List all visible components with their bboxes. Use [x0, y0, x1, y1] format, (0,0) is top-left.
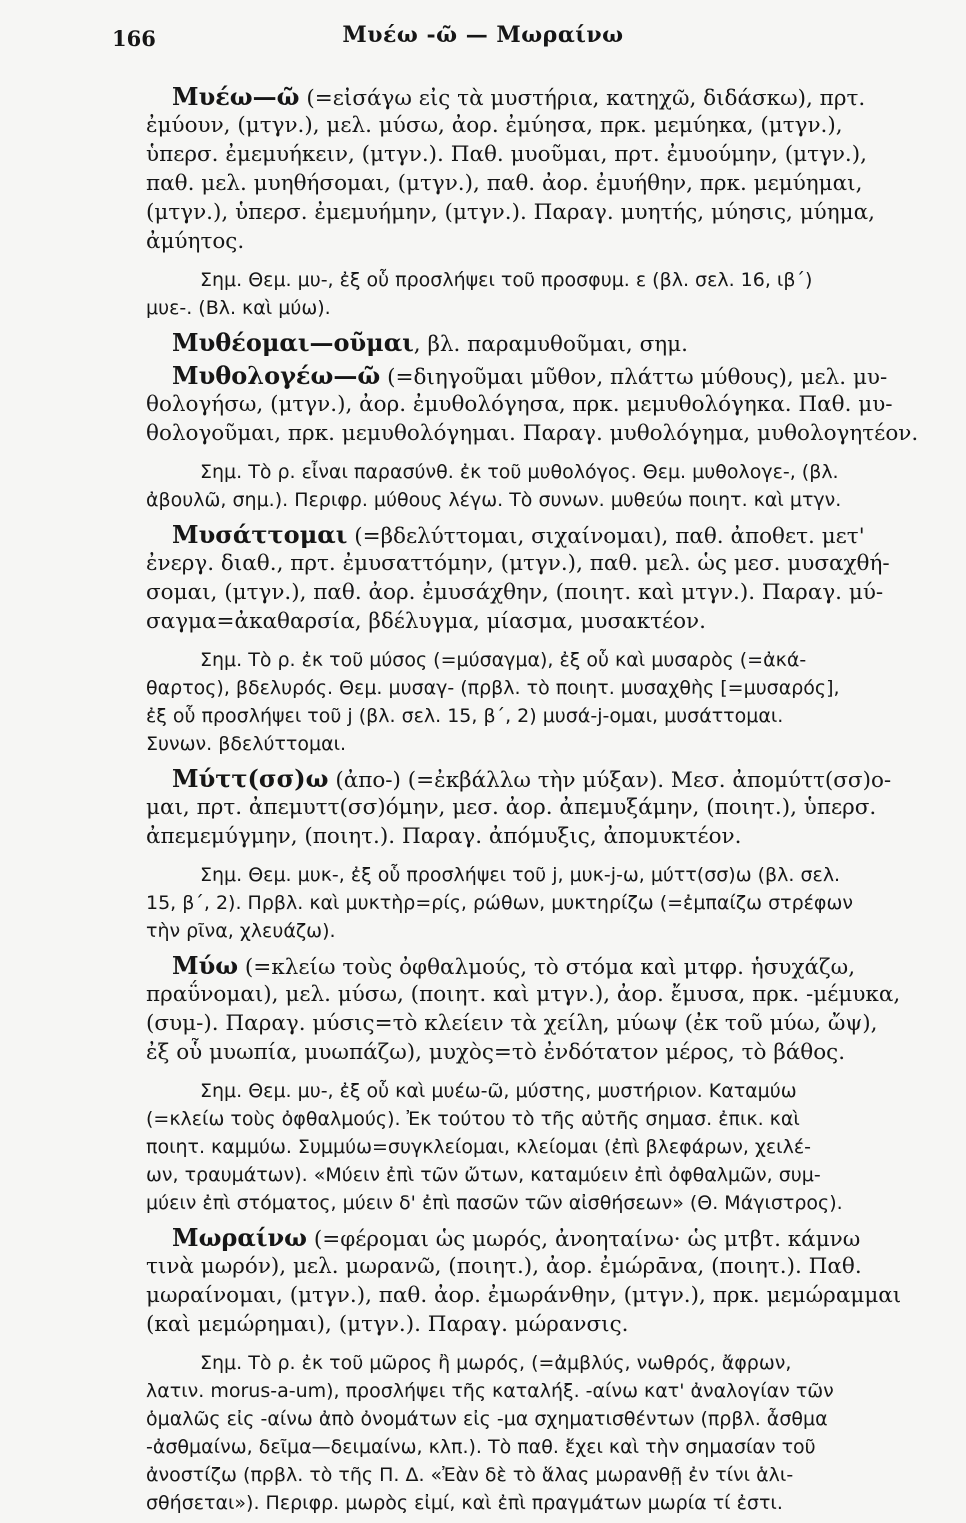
note-line: 15, β΄, 2). Πρβλ. καὶ μυκτὴρ=ρίς, ρώθων, μυκτηρίζω (=ἐμπαίζω στρέφων — [146, 892, 853, 914]
note-line: μυε-. (Βλ. καὶ μύω). — [146, 297, 331, 319]
entry-moraino — [146, 1223, 938, 1517]
page-number: 166 — [112, 26, 156, 51]
entry-text: (=διηγοῦμαι μῦθον, πλάττω μύθους), μελ. μυ- — [387, 365, 888, 390]
entry-text: (ἀπο-) (=ἐκβάλλω τὴν μύξαν). Μεσ. ἀπομύττ(σσ)ο- — [335, 768, 892, 793]
running-title: Μυέω -ῶ — Μωραίνω — [342, 22, 624, 48]
entry-mythologeo — [146, 361, 938, 514]
entry-text: (=εἰσάγω εἰς τὰ μυστήρια, κατηχῶ, διδάσκω), πρτ. — [306, 86, 866, 111]
note-line: ων, τραυμάτων). «Μύειν ἐπὶ τῶν ὤτων, καταμύειν ἐπὶ ὀφθαλμῶν, συμ- — [146, 1164, 821, 1186]
entry-mytto — [146, 764, 938, 945]
entry-line: ἐξ οὗ μυωπία, μυωπάζω), μυχὸς=τὸ ἐνδότατον μέρος, τὸ βάθος. — [146, 1040, 846, 1065]
entry-line: παθ. μελ. μυηθήσομαι, (μτγν.), παθ. ἀορ. ἐμυήθην, πρκ. μεμύημαι, — [146, 171, 863, 196]
entry-line — [146, 361, 938, 390]
headword: Μυσάττομαι — [172, 520, 348, 549]
entry-mytheomai — [146, 328, 938, 357]
note-line: θαρτος), βδελυρός. Θεμ. μυσαγ- (πρβλ. τὸ ποιητ. μυσαχθὴς [=μυσαρός], — [146, 677, 840, 699]
entry-text: , βλ. παραμυθοῦμαι, σημ. — [413, 332, 688, 357]
entry-line: θολογήσω, (μτγν.), ἀορ. ἐμυθολόγησα, πρκ. μεμυθολόγηκα. Παθ. μυ- — [146, 392, 893, 417]
entry-line: μαι, πρτ. ἀπεμυττ(σσ)όμην, μεσ. ἀορ. ἀπεμυξάμην, (ποιητ.), ὑπερσ. — [146, 795, 877, 820]
headword: Μύττ(σσ)ω — [172, 764, 329, 793]
note-line: ἀνοστίζω (πρβλ. τὸ τῆς Π. Δ. «Ἐὰν δὲ τὸ ἅλας μωρανθῇ ἐν τίνι ἁλι- — [146, 1464, 794, 1486]
entry-line — [146, 82, 938, 111]
note-line: σθήσεται»). Περιφρ. μωρὸς εἰμί, καὶ ἐπὶ πραγμάτων μωρία τί ἐστι. — [146, 1492, 783, 1514]
note-line: ὁμαλῶς εἰς -αίνω ἀπὸ ὀνομάτων εἰς -μα σχηματισθέντων (πρβλ. ἆσθμα — [146, 1408, 828, 1430]
entry-line: σαγμα=ἀκαθαρσία, βδέλυγμα, μίασμα, μυσακτέον. — [146, 609, 706, 634]
entry-line — [146, 520, 938, 549]
note-line: Σημ. Θεμ. μυκ-, ἐξ οὗ προσλήψει τοῦ j, μυκ-j-ω, μύττ(σσ)ω (βλ. σελ. — [200, 864, 841, 886]
entry-text: (=κλείω τοὺς ὀφθαλμούς, τὸ στόμα καὶ μτφρ. ἡσυχάζω, — [244, 955, 856, 980]
entry-note — [146, 1077, 938, 1217]
entry-note — [146, 861, 938, 945]
note-line: Σημ. Θεμ. μυ-, ἐξ οὗ καὶ μυέω-ῶ, μύστης, μυστήριον. Καταμύω — [200, 1080, 797, 1102]
entry-line — [146, 764, 938, 793]
entry-line — [146, 328, 938, 357]
note-line: Σημ. Θεμ. μυ-, ἐξ οὗ προσλήψει τοῦ προσφυμ. ε (βλ. σελ. 16, ιβ΄) — [200, 269, 813, 291]
note-line: (=κλείω τοὺς ὀφθαλμούς). Ἐκ τούτου τὸ τῆς αὐτῆς σημασ. ἐπικ. καὶ — [146, 1108, 800, 1130]
headword: Μύω — [172, 951, 239, 980]
entry-note — [146, 1349, 938, 1517]
entry-note — [146, 646, 938, 758]
headword: Μωραίνω — [172, 1223, 307, 1252]
entry-line: (συμ-). Παραγ. μύσις=τὸ κλείειν τὰ χείλη, μύωψ (ἐκ τοῦ μύω, ὤψ), — [146, 1011, 878, 1036]
entry-line: ἀμύητος. — [146, 229, 245, 254]
headword: Μυθέομαι—οῦμαι — [172, 328, 414, 357]
entry-line: πραΰνομαι), μελ. μύσω, (ποιητ. καὶ μτγν.), ἀορ. ἔμυσα, πρκ. -μέμυκα, — [146, 982, 901, 1007]
entry-line: μωραίνομαι, (μτγν.), παθ. ἀορ. ἐμωράνθην, (μτγν.), πρκ. μεμώραμμαι — [146, 1283, 902, 1308]
note-line: ποιητ. καμμύω. Συμμύω=συγκλείομαι, κλείομαι (ἐπὶ βλεφάρων, χειλέ- — [146, 1136, 811, 1158]
entry-note — [146, 458, 938, 514]
entry-line: θολογοῦμαι, πρκ. μεμυθολόγημαι. Παραγ. μυθολόγημα, μυθολογητέον. — [146, 421, 919, 446]
entry-line: ἐμύουν, (μτγν.), μελ. μύσω, ἀορ. ἐμύησα, πρκ. μεμύηκα, (μτγν.), — [146, 113, 843, 138]
entry-myeo — [146, 82, 938, 322]
note-line: Σημ. Τὸ ρ. ἐκ τοῦ μύσος (=μύσαγμα), ἐξ οὗ καὶ μυσαρὸς (=ἀκά- — [200, 649, 807, 671]
note-line: μύειν ἐπὶ στόματος, μύειν δ' ἐπὶ πασῶν τῶν αἰσθήσεων» (Θ. Μάγιστρος). — [146, 1192, 843, 1214]
entry-line — [146, 951, 938, 980]
entry-text: (=φέρομαι ὡς μωρός, ἀνοηταίνω· ὡς μτβτ. κάμνω — [313, 1227, 861, 1252]
note-line: τὴν ρῖνα, χλευάζω). — [146, 920, 336, 942]
page-body — [146, 82, 938, 1523]
entry-line: ἀπεμεμύγμην, (ποιητ.). Παραγ. ἀπόμυξις, ἀπομυκτέον. — [146, 824, 742, 849]
entry-line: σομαι, (μτγν.), παθ. ἀορ. ἐμυσάχθην, (ποιητ. καὶ μτγν.). Παραγ. μύ- — [146, 580, 884, 605]
headword: Μυθολογέω—ῶ — [172, 361, 381, 390]
entry-mysattomai — [146, 520, 938, 758]
entry-line: τινὰ μωρόν), μελ. μωρανῶ, (ποιητ.), ἀορ. ἐμώρᾱνα, (ποιητ.). Παθ. — [146, 1254, 862, 1279]
entry-line: ἐνεργ. διαθ., πρτ. ἐμυσαττόμην, (μτγν.), παθ. μελ. ὡς μεσ. μυσαχθή- — [146, 551, 890, 576]
note-line: λατιν. morus-a-um), προσλήψει τῆς καταλήξ. -αίνω κατ' ἀναλογίαν τῶν — [146, 1380, 834, 1402]
entry-line: (καὶ μεμώρημαι), (μτγν.). Παραγ. μώρανσις. — [146, 1312, 629, 1337]
entry-line: ὑπερσ. ἐμεμυήκειν, (μτγν.). Παθ. μυοῦμαι, πρτ. ἐμυούμην, (μτγν.), — [146, 142, 867, 167]
note-line: -ἀσθμαίνω, δεῖμα—δειμαίνω, κλπ.). Τὸ παθ. ἔχει καὶ τὴν σημασίαν τοῦ — [146, 1436, 816, 1458]
entry-line — [146, 1223, 938, 1252]
note-line: ἀβουλῶ, σημ.). Περιφρ. μύθους λέγω. Τὸ συνων. μυθεύω ποιητ. καὶ μτγν. — [146, 489, 842, 511]
entry-note — [146, 266, 938, 322]
note-line: Συνων. βδελύττομαι. — [146, 733, 347, 755]
entry-line: (μτγν.), ὑπερσ. ἐμεμυήμην, (μτγν.). Παραγ. μυητής, μύησις, μύημα, — [146, 200, 875, 225]
note-line: Σημ. Τὸ ρ. εἶναι παρασύνθ. ἐκ τοῦ μυθολόγος. Θεμ. μυθολογε-, (βλ. — [200, 461, 839, 483]
note-line: Σημ. Τὸ ρ. ἐκ τοῦ μῶρος ἢ μωρός, (=ἀμβλύς, νωθρός, ἄφρων, — [200, 1352, 792, 1374]
entry-myo — [146, 951, 938, 1217]
entry-text: (=βδελύττομαι, σιχαίνομαι), παθ. ἀποθετ. μετ' — [354, 524, 865, 549]
note-line: ἐξ οὗ προσλήψει τοῦ j (βλ. σελ. 15, β΄, 2) μυσά-j-ομαι, μυσάττομαι. — [146, 705, 784, 727]
headword: Μυέω—ῶ — [172, 82, 300, 111]
